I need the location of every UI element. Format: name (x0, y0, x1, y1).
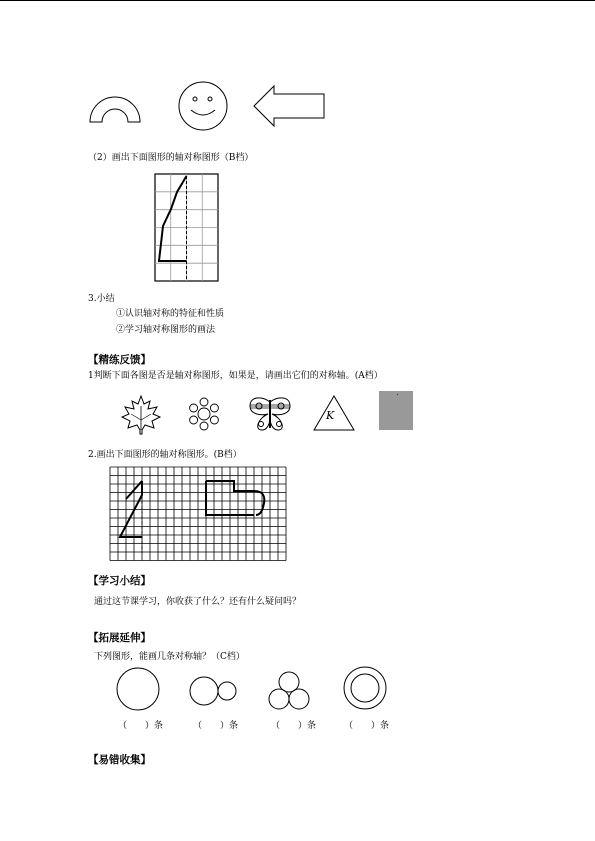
smiley-face-figure (178, 82, 238, 142)
study-summary-text: 通过这节课学习，你收获了什么？还有什么疑问吗？ (94, 597, 302, 607)
snowflake-icon (186, 396, 222, 432)
two-circles-figure (188, 676, 248, 716)
study-summary-heading: 【学习小结】 (88, 575, 151, 587)
half-figure-grid (155, 174, 220, 284)
maple-leaf-icon (120, 394, 162, 436)
gray-square-figure (379, 391, 413, 430)
left-arrow-figure (252, 84, 332, 134)
extension-text: 下列图形，能画几条对称轴？（C档） (94, 652, 245, 662)
summary-item-2: ②学习轴对称图形的画法 (116, 325, 216, 335)
answer-blank-1: （ ）条 (118, 721, 164, 731)
answer-blank-2: （ ）条 (193, 721, 239, 731)
concentric-circles-figure (342, 666, 392, 716)
extension-heading: 【拓展延伸】 (88, 632, 151, 644)
mistakes-heading: 【易错收集】 (88, 754, 151, 766)
rainbow-arch-figure (88, 92, 148, 132)
answer-blank-4: （ ）条 (344, 721, 390, 731)
butterfly-icon (248, 396, 292, 432)
page-top-rule (0, 0, 595, 1)
triangle-letter: K (326, 409, 335, 422)
summary-item-1: ①认识轴对称的特征和性质 (116, 309, 225, 319)
practice-question-1: 1判断下面各图是否是轴对称图形，如果是，请画出它们的对称轴。(A档） (88, 371, 383, 381)
symmetry-grid-figure (110, 467, 290, 562)
single-circle-figure (115, 666, 165, 716)
question-2-text: （2）画出下面图形的轴对称图形（B档） (88, 153, 254, 163)
summary-title: 3.小结 (88, 294, 115, 304)
answer-blank-3: （ ）条 (271, 721, 317, 731)
practice-question-2: 2.画出下面图形的轴对称图形。(B档） (88, 450, 242, 460)
practice-heading: 【精练反馈】 (88, 354, 151, 366)
gray-square-dot (397, 394, 398, 395)
three-circles-figure (268, 670, 318, 714)
